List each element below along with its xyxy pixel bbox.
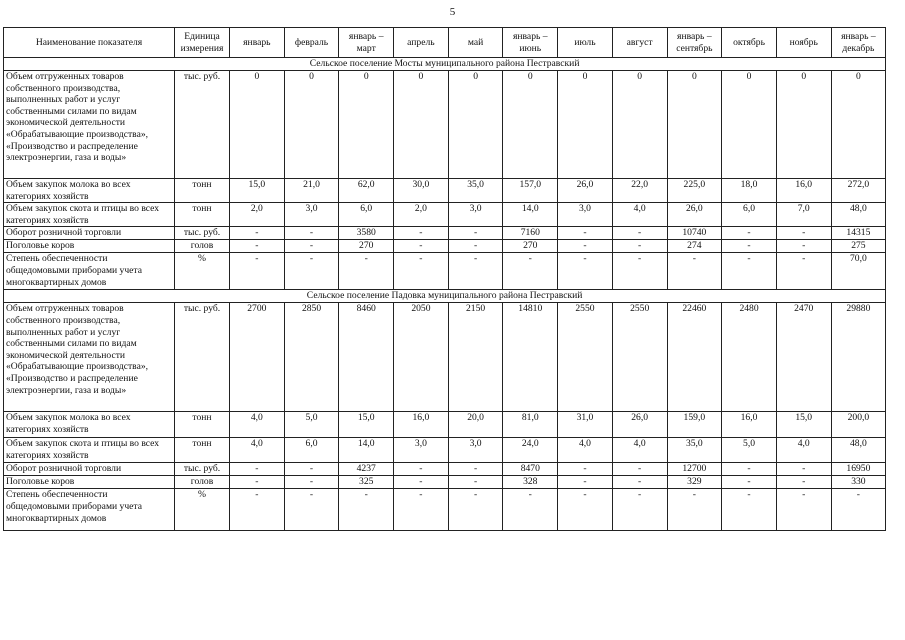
table-row bbox=[4, 412, 886, 438]
indicator-value: - bbox=[558, 476, 613, 489]
indicator-value: 22,0 bbox=[612, 179, 667, 203]
indicator-value: 29880 bbox=[831, 303, 886, 412]
indicator-unit: тонн bbox=[175, 203, 230, 227]
table-row bbox=[4, 463, 886, 476]
header-month: июль bbox=[558, 28, 613, 58]
indicator-value: - bbox=[667, 253, 722, 290]
indicator-value: 35,0 bbox=[448, 179, 503, 203]
indicator-value: 4,0 bbox=[558, 438, 613, 463]
indicator-value: - bbox=[339, 489, 394, 531]
indicator-value: 5,0 bbox=[722, 438, 777, 463]
indicator-value: - bbox=[503, 489, 558, 531]
indicator-value: - bbox=[776, 476, 831, 489]
indicator-value: - bbox=[394, 463, 449, 476]
indicator-name: Объем отгруженных товаров собственного производства, выполненных работ и услуг собственными силами по видам экономической деятельности «Обрабатывающие производства», «Производство и распределение электроэнергии, газа и воды» bbox=[4, 303, 175, 412]
indicator-value: - bbox=[776, 240, 831, 253]
indicator-value: - bbox=[558, 463, 613, 476]
indicator-value: 62,0 bbox=[339, 179, 394, 203]
indicator-value: 0 bbox=[339, 71, 394, 179]
indicator-value: - bbox=[230, 240, 285, 253]
indicator-value: 4,0 bbox=[230, 412, 285, 438]
indicator-value: - bbox=[394, 240, 449, 253]
indicator-value: 0 bbox=[776, 71, 831, 179]
indicator-value: - bbox=[394, 489, 449, 531]
indicator-value: - bbox=[230, 253, 285, 290]
header-month: февраль bbox=[284, 28, 339, 58]
indicator-value: 3580 bbox=[339, 227, 394, 240]
indicator-value: - bbox=[448, 227, 503, 240]
indicator-value: - bbox=[776, 227, 831, 240]
header-month: ноябрь bbox=[776, 28, 831, 58]
indicator-name: Объем закупок скота и птицы во всех категориях хозяйств bbox=[4, 203, 175, 227]
indicator-value: 0 bbox=[722, 71, 777, 179]
header-name: Наименование показателя bbox=[4, 28, 175, 58]
header-unit: Единица измерения bbox=[175, 28, 230, 58]
indicator-unit: тонн bbox=[175, 438, 230, 463]
indicator-value: 15,0 bbox=[230, 179, 285, 203]
indicator-name: Объем закупок молока во всех категориях хозяйств bbox=[4, 179, 175, 203]
indicator-value: 0 bbox=[448, 71, 503, 179]
indicator-value: - bbox=[831, 489, 886, 531]
indicator-unit: голов bbox=[175, 476, 230, 489]
section-header-row bbox=[4, 58, 886, 71]
page-number: 5 bbox=[449, 6, 456, 18]
indicator-value: - bbox=[776, 253, 831, 290]
indicator-value: 12700 bbox=[667, 463, 722, 476]
table-row bbox=[4, 71, 886, 179]
indicator-value: 225,0 bbox=[667, 179, 722, 203]
indicator-value: - bbox=[612, 476, 667, 489]
indicator-name: Оборот розничной торговли bbox=[4, 463, 175, 476]
indicator-value: 7160 bbox=[503, 227, 558, 240]
indicator-unit: тыс. руб. bbox=[175, 227, 230, 240]
indicator-value: - bbox=[558, 227, 613, 240]
indicator-value: 4,0 bbox=[612, 203, 667, 227]
indicator-value: 2480 bbox=[722, 303, 777, 412]
indicator-unit: тыс. руб. bbox=[175, 463, 230, 476]
indicator-value: - bbox=[448, 489, 503, 531]
indicator-value: 200,0 bbox=[831, 412, 886, 438]
indicator-value: 4,0 bbox=[776, 438, 831, 463]
indicator-unit: тонн bbox=[175, 412, 230, 438]
indicator-unit: тонн bbox=[175, 179, 230, 203]
indicator-value: - bbox=[448, 253, 503, 290]
header-month: январь – декабрь bbox=[831, 28, 886, 58]
indicator-value: 2550 bbox=[558, 303, 613, 412]
indicator-value: 0 bbox=[394, 71, 449, 179]
indicator-value: - bbox=[230, 227, 285, 240]
indicator-value: 26,0 bbox=[558, 179, 613, 203]
indicator-value: 6,0 bbox=[284, 438, 339, 463]
table-header-row bbox=[4, 28, 886, 58]
indicator-value: - bbox=[394, 227, 449, 240]
section-header-row bbox=[4, 290, 886, 303]
indicator-value: 20,0 bbox=[448, 412, 503, 438]
indicator-value: 8460 bbox=[339, 303, 394, 412]
indicator-value: 328 bbox=[503, 476, 558, 489]
indicator-value: - bbox=[776, 463, 831, 476]
indicator-value: - bbox=[230, 489, 285, 531]
indicator-value: - bbox=[448, 240, 503, 253]
indicator-unit: голов bbox=[175, 240, 230, 253]
table-row bbox=[4, 203, 886, 227]
indicator-value: - bbox=[722, 240, 777, 253]
indicator-value: 48,0 bbox=[831, 438, 886, 463]
indicator-value: - bbox=[558, 240, 613, 253]
indicator-value: 3,0 bbox=[448, 438, 503, 463]
indicator-value: 0 bbox=[558, 71, 613, 179]
indicator-value: - bbox=[284, 253, 339, 290]
indicator-value: - bbox=[612, 240, 667, 253]
indicator-value: 16,0 bbox=[394, 412, 449, 438]
header-month: май bbox=[448, 28, 503, 58]
indicator-unit: % bbox=[175, 253, 230, 290]
indicator-value: 2150 bbox=[448, 303, 503, 412]
indicator-value: 6,0 bbox=[339, 203, 394, 227]
indicator-value: 3,0 bbox=[284, 203, 339, 227]
indicator-value: 16,0 bbox=[776, 179, 831, 203]
indicator-unit: % bbox=[175, 489, 230, 531]
indicator-name: Объем закупок молока во всех категориях хозяйств bbox=[4, 412, 175, 438]
indicator-value: - bbox=[612, 253, 667, 290]
indicator-value: 10740 bbox=[667, 227, 722, 240]
indicator-value: 14,0 bbox=[503, 203, 558, 227]
table-row bbox=[4, 179, 886, 203]
indicator-value: 3,0 bbox=[448, 203, 503, 227]
indicator-value: 2470 bbox=[776, 303, 831, 412]
header-month: август bbox=[612, 28, 667, 58]
indicator-value: 15,0 bbox=[776, 412, 831, 438]
indicator-value: 2850 bbox=[284, 303, 339, 412]
indicator-value: 6,0 bbox=[722, 203, 777, 227]
indicator-value: 26,0 bbox=[612, 412, 667, 438]
indicator-value: 26,0 bbox=[667, 203, 722, 227]
header-month: октябрь bbox=[722, 28, 777, 58]
indicator-value: - bbox=[722, 476, 777, 489]
indicator-value: 2,0 bbox=[230, 203, 285, 227]
indicator-value: 22460 bbox=[667, 303, 722, 412]
header-month: январь – июнь bbox=[503, 28, 558, 58]
indicator-unit: тыс. руб. bbox=[175, 303, 230, 412]
indicator-value: 2050 bbox=[394, 303, 449, 412]
indicator-value: 272,0 bbox=[831, 179, 886, 203]
indicator-value: 30,0 bbox=[394, 179, 449, 203]
indicator-value: - bbox=[339, 253, 394, 290]
header-month: январь bbox=[230, 28, 285, 58]
indicator-value: - bbox=[667, 489, 722, 531]
indicator-name: Оборот розничной торговли bbox=[4, 227, 175, 240]
table-row bbox=[4, 240, 886, 253]
indicator-value: 81,0 bbox=[503, 412, 558, 438]
indicator-value: 4,0 bbox=[612, 438, 667, 463]
indicator-value: 2,0 bbox=[394, 203, 449, 227]
indicator-name: Объем закупок скота и птицы во всех категориях хозяйств bbox=[4, 438, 175, 463]
indicator-value: 270 bbox=[503, 240, 558, 253]
indicator-value: - bbox=[722, 463, 777, 476]
indicator-value: - bbox=[448, 463, 503, 476]
indicator-value: - bbox=[448, 476, 503, 489]
indicator-value: 270 bbox=[339, 240, 394, 253]
indicator-value: 274 bbox=[667, 240, 722, 253]
indicator-value: - bbox=[503, 253, 558, 290]
indicator-value: - bbox=[284, 227, 339, 240]
indicator-value: - bbox=[394, 253, 449, 290]
indicator-value: 24,0 bbox=[503, 438, 558, 463]
indicator-name: Степень обеспеченности общедомовыми приборами учета многоквартирных домов bbox=[4, 253, 175, 290]
indicator-name: Объем отгруженных товаров собственного производства, выполненных работ и услуг собственными силами по видам экономической деятельности «Обрабатывающие производства», «Производство и распределение электроэнергии, газа и воды» bbox=[4, 71, 175, 179]
indicator-value: 31,0 bbox=[558, 412, 613, 438]
indicator-value: - bbox=[612, 463, 667, 476]
indicator-value: 15,0 bbox=[339, 412, 394, 438]
indicator-value: 2550 bbox=[612, 303, 667, 412]
indicator-value: 16950 bbox=[831, 463, 886, 476]
indicator-value: 48,0 bbox=[831, 203, 886, 227]
header-month: январь – март bbox=[339, 28, 394, 58]
indicator-value: - bbox=[722, 253, 777, 290]
indicator-value: 70,0 bbox=[831, 253, 886, 290]
section-title: Сельское поселение Падовка муниципального района Пестравский bbox=[4, 290, 886, 303]
indicator-value: 8470 bbox=[503, 463, 558, 476]
indicator-value: 21,0 bbox=[284, 179, 339, 203]
indicator-value: 157,0 bbox=[503, 179, 558, 203]
indicator-value: - bbox=[394, 476, 449, 489]
indicators-table bbox=[3, 27, 886, 531]
indicator-value: 5,0 bbox=[284, 412, 339, 438]
indicator-value: - bbox=[284, 489, 339, 531]
table-row bbox=[4, 438, 886, 463]
indicator-value: 0 bbox=[667, 71, 722, 179]
indicator-value: - bbox=[612, 489, 667, 531]
table-body bbox=[4, 58, 886, 531]
indicator-value: 0 bbox=[612, 71, 667, 179]
indicator-value: - bbox=[230, 463, 285, 476]
indicator-value: - bbox=[284, 463, 339, 476]
indicator-name: Степень обеспеченности общедомовыми приборами учета многоквартирных домов bbox=[4, 489, 175, 531]
indicator-value: 4237 bbox=[339, 463, 394, 476]
indicator-value: - bbox=[722, 489, 777, 531]
table-row bbox=[4, 489, 886, 531]
header-month: апрель bbox=[394, 28, 449, 58]
indicator-value: 275 bbox=[831, 240, 886, 253]
indicator-value: 14315 bbox=[831, 227, 886, 240]
indicator-value: 329 bbox=[667, 476, 722, 489]
indicator-value: 325 bbox=[339, 476, 394, 489]
indicator-value: 2700 bbox=[230, 303, 285, 412]
indicator-value: 0 bbox=[831, 71, 886, 179]
indicator-value: - bbox=[284, 476, 339, 489]
table-row bbox=[4, 303, 886, 412]
indicator-value: 7,0 bbox=[776, 203, 831, 227]
indicator-value: 18,0 bbox=[722, 179, 777, 203]
indicator-value: 159,0 bbox=[667, 412, 722, 438]
indicator-value: 16,0 bbox=[722, 412, 777, 438]
indicator-value: - bbox=[558, 253, 613, 290]
indicator-value: - bbox=[722, 227, 777, 240]
header-month: январь – сентябрь bbox=[667, 28, 722, 58]
indicator-unit: тыс. руб. bbox=[175, 71, 230, 179]
indicator-value: 3,0 bbox=[558, 203, 613, 227]
indicator-value: 3,0 bbox=[394, 438, 449, 463]
indicator-value: - bbox=[230, 476, 285, 489]
table-row bbox=[4, 476, 886, 489]
indicator-value: - bbox=[612, 227, 667, 240]
indicator-value: 0 bbox=[230, 71, 285, 179]
indicator-name: Поголовье коров bbox=[4, 476, 175, 489]
indicator-value: - bbox=[558, 489, 613, 531]
table-row bbox=[4, 253, 886, 290]
indicator-value: 0 bbox=[284, 71, 339, 179]
indicator-value: 0 bbox=[503, 71, 558, 179]
indicator-value: - bbox=[284, 240, 339, 253]
table-row bbox=[4, 227, 886, 240]
indicator-value: 330 bbox=[831, 476, 886, 489]
indicator-value: 14810 bbox=[503, 303, 558, 412]
indicator-value: 4,0 bbox=[230, 438, 285, 463]
indicator-value: - bbox=[776, 489, 831, 531]
indicator-value: 14,0 bbox=[339, 438, 394, 463]
indicator-value: 35,0 bbox=[667, 438, 722, 463]
section-title: Сельское поселение Мосты муниципального района Пестравский bbox=[4, 58, 886, 71]
indicator-name: Поголовье коров bbox=[4, 240, 175, 253]
